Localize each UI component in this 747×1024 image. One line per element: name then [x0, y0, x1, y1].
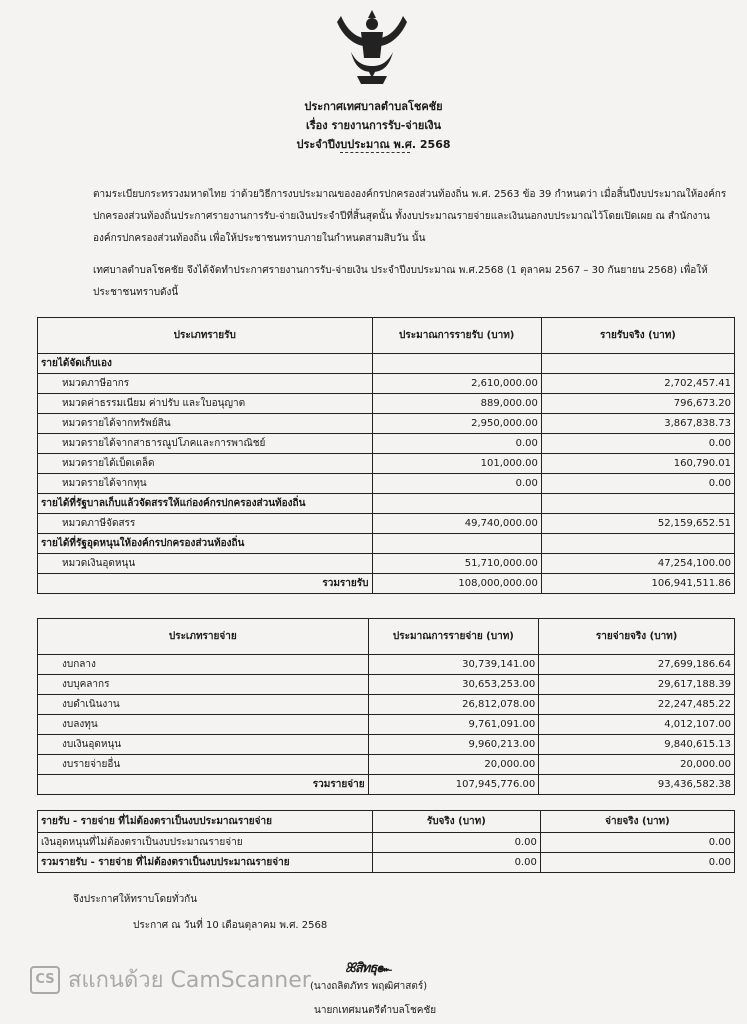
signature: ꕤสิทธุ๛ [345, 961, 391, 976]
table-row: เงินอุดหนุนที่ไม่ต้องตราเป็นงบประมาณรายจ่าย 0.00 0.00 [38, 833, 735, 853]
revenue-table [37, 317, 735, 594]
table-row: งบเงินอุดหนุน 9,960,213.00 9,840,615.13 [38, 735, 735, 755]
announce-date: ประกาศ ณ วันที่ 10 เดือนตุลาคม พ.ศ. 2568 [133, 920, 328, 931]
table-row: รายได้ที่รัฐอุดหนุนให้องค์กรปกครองส่วนท้องถิ่น [38, 534, 735, 554]
table-row: งบกลาง 30,739,141.00 27,699,186.64 [38, 655, 735, 675]
table-header-row [38, 619, 735, 655]
table-row: หมวดภาษีอากร 2,610,000.00 2,702,457.41 [38, 374, 735, 394]
table-row: งบบุคลากร 30,653,253.00 29,617,188.39 [38, 675, 735, 695]
col-header: ประเภทรายรับ [38, 318, 373, 354]
col-header: ประเภทรายจ่าย [38, 619, 369, 655]
table-row: หมวดภาษีจัดสรร 49,740,000.00 52,159,652.51 [38, 514, 735, 534]
camscanner-watermark [30, 962, 311, 997]
camscanner-logo-icon: CS [30, 966, 60, 994]
title-line-3: ประจำปีงบประมาณ พ.ศ. 2568 [296, 138, 451, 151]
table-header-row [38, 811, 735, 833]
col-header: ประมาณการรายจ่าย (บาท) [368, 619, 539, 655]
garuda-emblem-icon [333, 6, 411, 90]
table-row: หมวดรายได้จากสาธารณูปโภคและการพาณิชย์ 0.00 0.00 [38, 434, 735, 454]
table-row: หมวดค่าธรรมเนียม ค่าปรับ และใบอนุญาต 889,000.00 796,673.20 [38, 394, 735, 414]
table-row: หมวดรายได้จากทรัพย์สิน 2,950,000.00 3,867,838.73 [38, 414, 735, 434]
col-header: รับจริง (บาท) [372, 811, 540, 833]
table-row: หมวดเงินอุดหนุน 51,710,000.00 47,254,100.00 [38, 554, 735, 574]
expense-total-row: รวมรายจ่าย 107,945,776.00 93,436,582.38 [38, 775, 735, 795]
table-row: หมวดรายได้จากทุน 0.00 0.00 [38, 474, 735, 494]
table-header-row [38, 318, 735, 354]
announce-text: จึงประกาศให้ทราบโดยทั่วกัน [73, 894, 198, 905]
title-line-2: เรื่อง รายงานการรับ-จ่ายเงิน [306, 119, 441, 132]
col-header: รายรับ - รายจ่าย ที่ไม่ต้องตราเป็นงบประมาณรายจ่าย [38, 811, 373, 833]
revenue-total-row: รวมรายรับ 108,000,000.00 106,941,511.86 [38, 574, 735, 594]
signer-title: นายกเทศมนตรีตำบลโชคชัย [314, 1005, 437, 1016]
col-header: รายรับจริง (บาท) [541, 318, 734, 354]
table-row: หมวดรายได้เบ็ดเตล็ด 101,000.00 160,790.01 [38, 454, 735, 474]
title-divider [340, 152, 410, 153]
table-row: รายได้ที่รัฐบาลเก็บแล้วจัดสรรให้แก่องค์กรปกครองส่วนท้องถิ่น [38, 494, 735, 514]
table-row: รายได้จัดเก็บเอง [38, 354, 735, 374]
table-row: งบรายจ่ายอื่น 20,000.00 20,000.00 [38, 755, 735, 775]
signer-name: (นางถลิตภัทร พฤฒิศาสตร์) [310, 981, 428, 992]
off-budget-table [37, 810, 735, 873]
col-header: รายจ่ายจริง (บาท) [539, 619, 735, 655]
table-row: งบดำเนินงาน 26,812,078.00 22,247,485.22 [38, 695, 735, 715]
col-header: จ่ายจริง (บาท) [540, 811, 734, 833]
expense-table [37, 618, 735, 795]
watermark-text: สแกนด้วย CamScanner [68, 968, 311, 993]
col-header: ประมาณการรายรับ (บาท) [372, 318, 541, 354]
table-row: รวมรายรับ - รายจ่าย ที่ไม่ต้องตราเป็นงบประมาณรายจ่าย 0.00 0.00 [38, 853, 735, 873]
intro-paragraph-1: ตามระเบียบกระทรวงมหาดไทย ว่าด้วยวิธีการงบประมาณขององค์กรปกครองส่วนท้องถิ่น พ.ศ. 2563 ข้อ 39 กำหนดว่า เมื่อสิ้นปีงบประมาณให้องค์กรปกครองส่วนท้องถิ่นประกาศรายงานการรับ-จ่ายเงินประจำปีที่สิ้นสุดนั้น ทั้งงบประมาณรายจ่ายและเงินนอกงบประมาณไว้โดยเปิดเผย ณ สำนักงานองค์กรปกครองส่วนท้องถิ่น เพื่อให้ประชาชนทราบภายในกำหนดสามสิบวัน นั้น [93, 189, 727, 244]
title-line-1: ประกาศเทศบาลตำบลโชคชัย [304, 100, 443, 113]
table-row: งบลงทุน 9,761,091.00 4,012,107.00 [38, 715, 735, 735]
intro-paragraph-2: เทศบาลตำบลโชคชัย จึงได้จัดทำประกาศรายงานการรับ-จ่ายเงิน ประจำปีงบประมาณ พ.ศ.2568 (1 ตุลาคม 2567 – 30 กันยายน 2568) เพื่อให้ประชาชนทราบดังนี้ [93, 265, 708, 298]
